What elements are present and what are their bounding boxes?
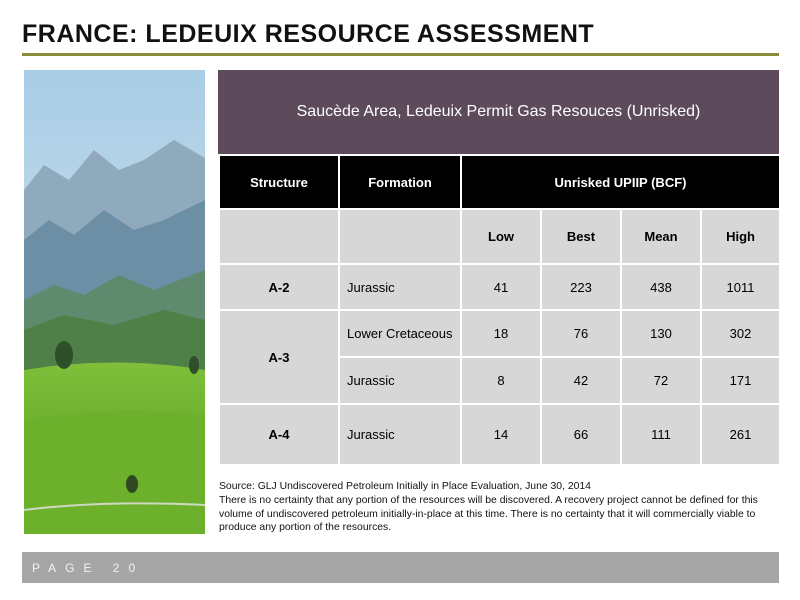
high-cell: 261 xyxy=(701,404,780,465)
subheader-high: High xyxy=(701,209,780,264)
disclaimer-note: There is no certainty that any portion of the resources will be discovered. A recovery project cannot be defined for this volume of undiscovered petroleum initially-in-place at this time. There is no certainty that it will commercially viable to produce any portion of the resources. xyxy=(219,494,758,534)
structure-cell: A-4 xyxy=(219,404,339,465)
subheader-low: Low xyxy=(461,209,541,264)
header-formation: Formation xyxy=(339,155,461,209)
best-cell: 66 xyxy=(541,404,621,465)
table-row xyxy=(219,264,780,310)
formation-cell: Jurassic xyxy=(339,404,461,465)
low-cell: 18 xyxy=(461,310,541,357)
structure-cell: A-3 xyxy=(219,310,339,404)
mean-cell: 111 xyxy=(621,404,701,465)
table-subheader-row xyxy=(219,209,780,264)
mountain-landscape-photo xyxy=(24,70,205,534)
table-caption: Saucède Area, Ledeuix Permit Gas Resouces (Unrisked) xyxy=(296,103,701,120)
header-structure: Structure xyxy=(219,155,339,209)
best-cell: 223 xyxy=(541,264,621,310)
formation-cell: Lower Cretaceous xyxy=(339,310,461,357)
page-number: PAGE 20 xyxy=(32,561,145,575)
structure-cell: A-2 xyxy=(219,264,339,310)
best-cell: 42 xyxy=(541,357,621,404)
low-cell: 41 xyxy=(461,264,541,310)
high-cell: 171 xyxy=(701,357,780,404)
mean-cell: 130 xyxy=(621,310,701,357)
header-upiip: Unrisked UPIIP (BCF) xyxy=(461,155,780,209)
high-cell: 1011 xyxy=(701,264,780,310)
formation-cell: Jurassic xyxy=(339,264,461,310)
landscape-image xyxy=(24,70,205,534)
table-row xyxy=(219,310,780,357)
subheader-mean: Mean xyxy=(621,209,701,264)
source-note: Source: GLJ Undiscovered Petroleum Initially in Place Evaluation, June 30, 2014 xyxy=(219,481,591,492)
resources-table xyxy=(218,154,781,466)
formation-cell: Jurassic xyxy=(339,357,461,404)
table-header-row xyxy=(219,155,780,209)
high-cell: 302 xyxy=(701,310,780,357)
footnotes xyxy=(219,480,784,535)
subheader-blank xyxy=(339,209,461,264)
low-cell: 8 xyxy=(461,357,541,404)
subheader-best: Best xyxy=(541,209,621,264)
slide-title: FRANCE: LEDEUIX RESOURCE ASSESSMENT xyxy=(22,20,595,48)
mean-cell: 72 xyxy=(621,357,701,404)
mean-cell: 438 xyxy=(621,264,701,310)
best-cell: 76 xyxy=(541,310,621,357)
table-caption-band xyxy=(218,70,779,156)
low-cell: 14 xyxy=(461,404,541,465)
subheader-blank xyxy=(219,209,339,264)
title-underline xyxy=(22,53,779,56)
table-row xyxy=(219,404,780,465)
